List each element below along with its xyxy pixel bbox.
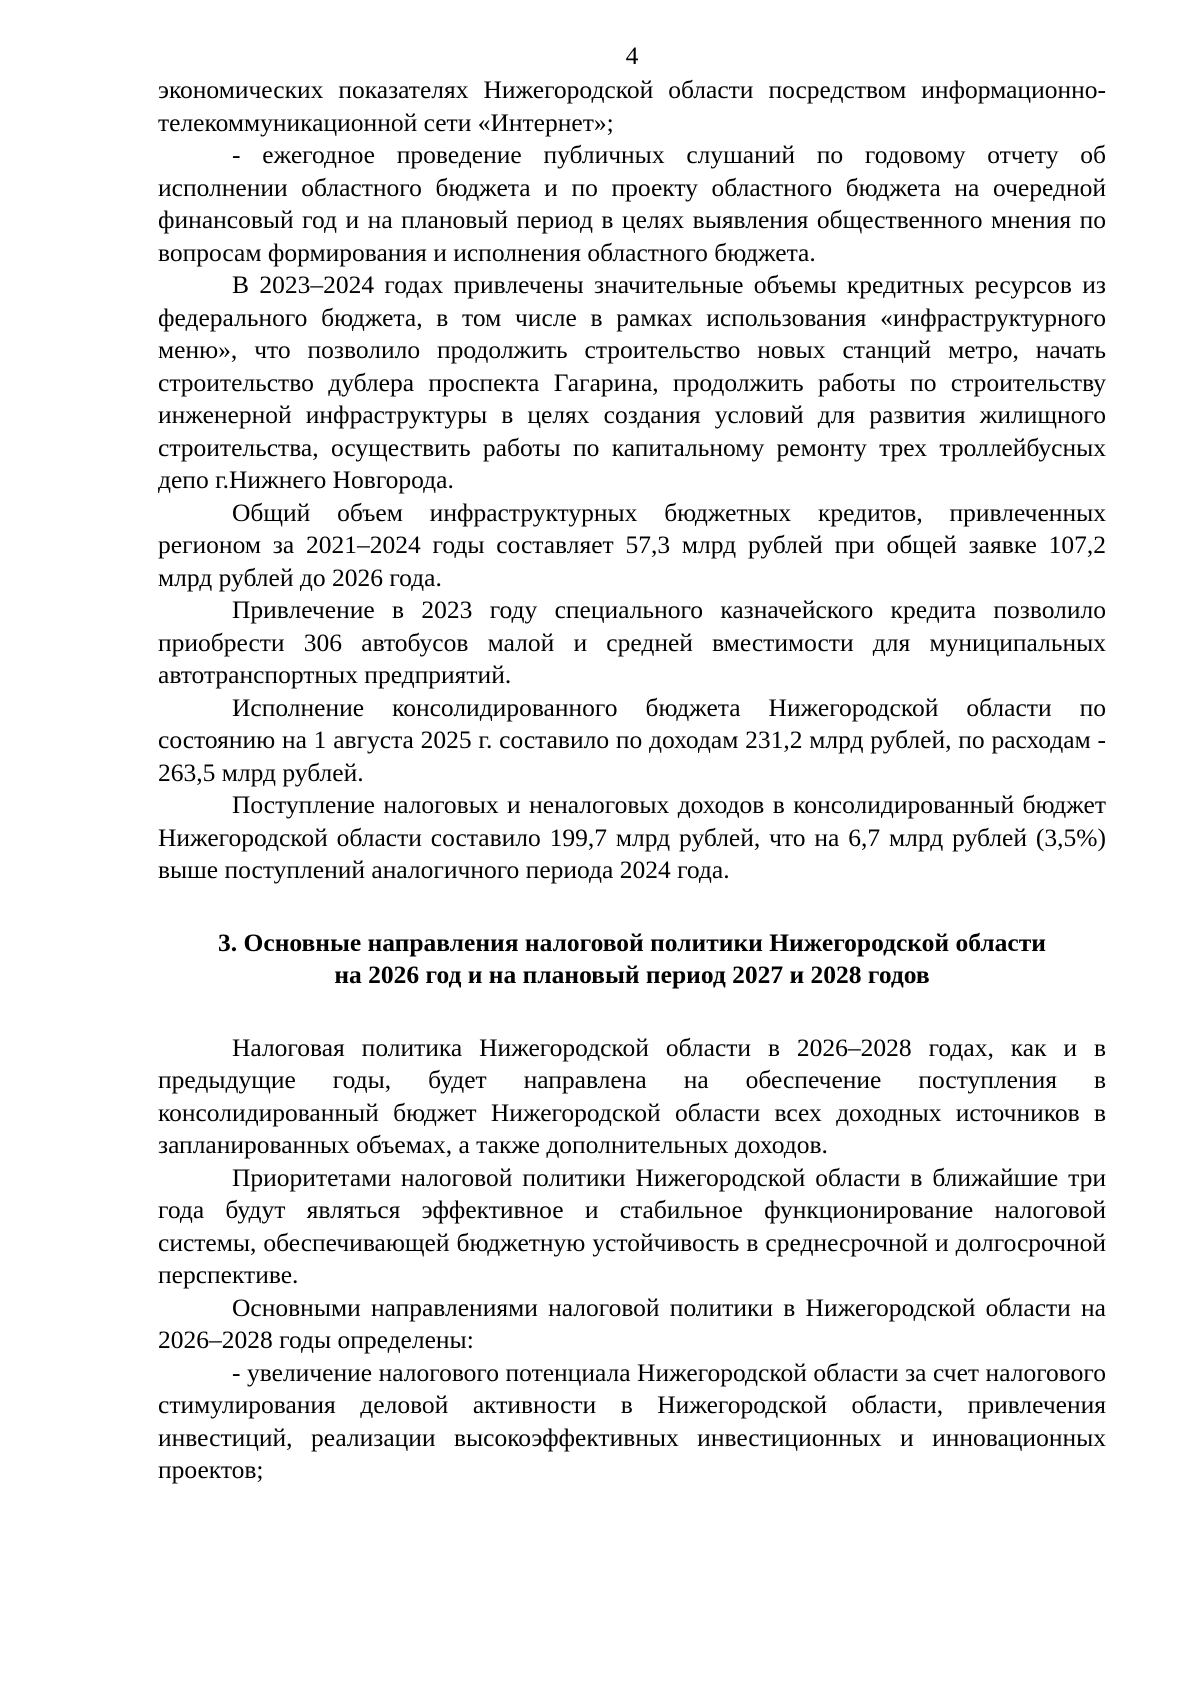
paragraph-tax-revenues: Поступление налоговых и неналоговых доходов в консолидированный бюджет Нижегородской области составило 199,7 млрд рублей, что на 6,7 млрд рублей (3,5%) выше поступлений аналогичного периода 2024 года. (158, 790, 1106, 884)
paragraph-priorities: Приоритетами налоговой политики Нижегородской области в ближайшие три года будут являться эффективное и стабильное функционирование налоговой системы, обеспечивающей бюджетную устойчивость в среднесрочной и долгосрочной перспективе. (158, 1162, 1106, 1289)
paragraph-tax-policy: Налоговая политика Нижегородской области в 2026–2028 годах, как и в предыдущие годы, будет направлена на обеспечение поступления в консолидированный бюджет Нижегородской области всех доходных источников в запланированных объемах, а также дополнительных доходов. (158, 1032, 1106, 1159)
paragraph-public-hearings: - ежегодное проведение публичных слушаний по годовому отчету об исполнении областного бюджета и по проекту областного бюджета на очередной финансовый год и на плановый период в целях выявления общественного мнения по вопросам формирования и исполнения областного бюджета. (158, 140, 1106, 267)
paragraph-budget-execution: Исполнение консолидированного бюджета Нижегородской области по состоянию на 1 августа 2025 г. составило по доходам 231,2 млрд рублей, по расходам - 263,5 млрд рублей. (158, 692, 1106, 787)
page-number: 4 (625, 41, 639, 70)
section-heading-line2: на 2026 год и на плановый период 2027 и 2028 годов (334, 960, 930, 989)
paragraph-infrastructure-credits: Общий объем инфраструктурных бюджетных кредитов, привлеченных регионом за 2021–2024 годы составляет 57,3 млрд рублей при общей заявке 107,2 млрд рублей до 2026 года. (158, 497, 1106, 592)
section-heading-line1: 3. Основные направления налоговой политики Нижегородской области (218, 927, 1046, 957)
section-heading (158, 927, 1106, 992)
paragraph-treasury-credit: Привлечение в 2023 году специального казначейского кредита позволило приобрести 306 автобусов малой и средней вместимости для муниципальных автотранспортных предприятий. (158, 595, 1106, 689)
paragraph-main-directions: Основными направлениями налоговой политики в Нижегородской области на 2026–2028 годы определены: (158, 1292, 1106, 1354)
paragraph-tax-potential: - увеличение налогового потенциала Нижегородской области за счет налогового стимулирования деловой активности в Нижегородской области, привлечения инвестиций, реализации высокоэффективных инвестиционных и инновационных проектов; (158, 1357, 1106, 1484)
paragraph-credit-resources: В 2023–2024 годах привлечены значительные объемы кредитных ресурсов из федерального бюджета, в том числе в рамках использования «инфраструктурного меню», что позволило продолжить строительство новых станций метро, начать строительство дублера проспекта Гагарина, продолжить работы по строительству инженерной инфраструктуры в целях создания условий для развития жилищного строительства, осуществить работы по капитальному ремонту трех троллейбусных депо г.Нижнего Новгорода. (158, 270, 1106, 494)
paragraph-internet-info: экономических показателях Нижегородской области посредством информационно-телекоммуникационной сети «Интернет»; (158, 75, 1106, 137)
document-page (158, 40, 1106, 1487)
